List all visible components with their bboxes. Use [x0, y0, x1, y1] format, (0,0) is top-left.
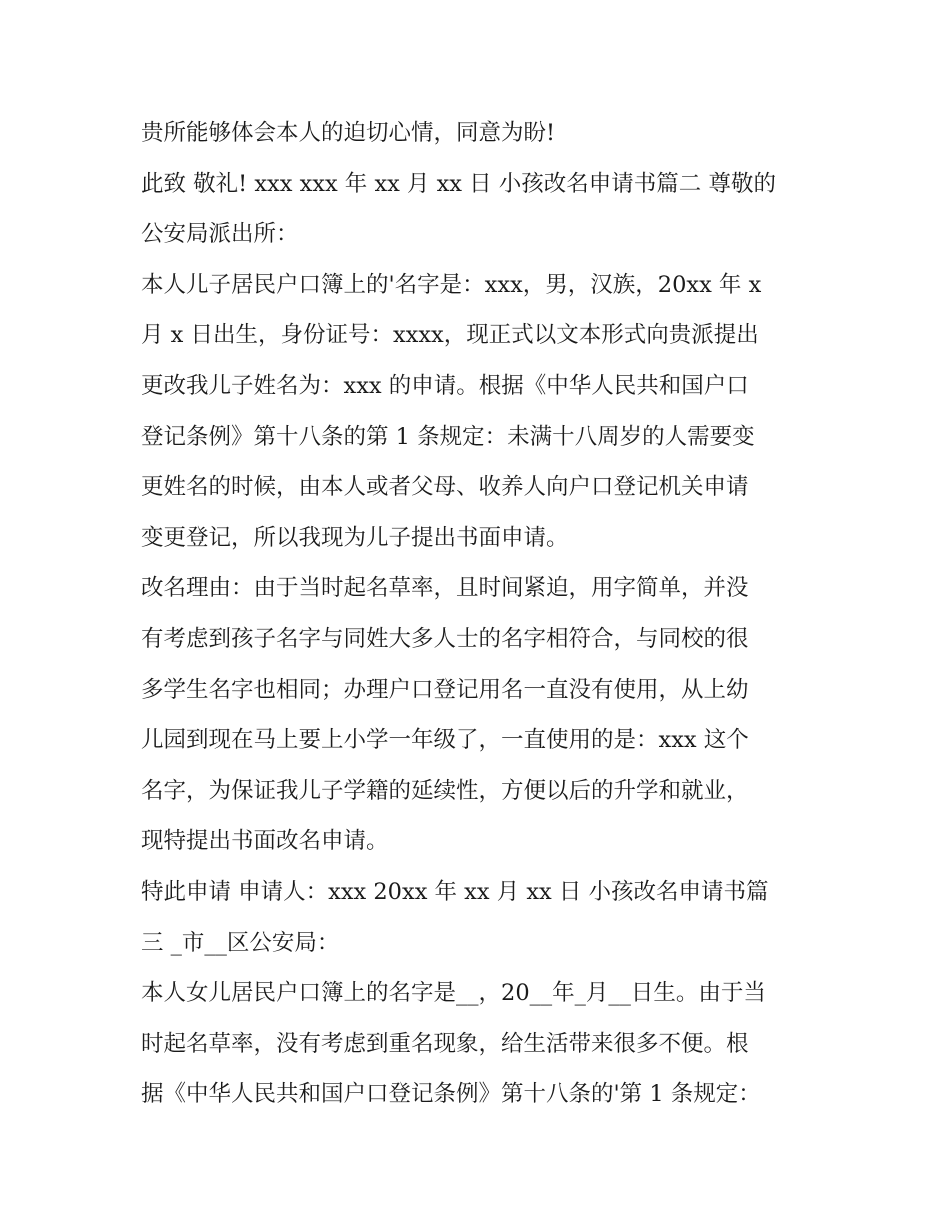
- text-line: 更姓名的时候，由本人或者父母、收养人向户口登记机关申请: [141, 474, 749, 501]
- text-line: 月 x 日出生，身份证号：xxxx，现正式以文本形式向贵派提出: [141, 322, 759, 349]
- text-line: 据《中华人民共和国户口登记条例》第十八条的'第 1 条规定：: [141, 1081, 761, 1108]
- text-line: 特此申请 申请人：xxx 20xx 年 xx 月 xx 日 小孩改名申请书篇: [141, 878, 769, 905]
- document-body: [141, 108, 821, 1120]
- text-line: 现特提出书面改名申请。: [141, 828, 389, 855]
- text-line: 改名理由：由于当时起名草率，且时间紧迫，用字简单，并没: [141, 575, 749, 602]
- text-line: 儿园到现在马上要上小学一年级了，一直使用的是：xxx 这个: [141, 727, 749, 754]
- text-line: 此致 敬礼! xxx xxx 年 xx 月 xx 日 小孩改名申请书篇二 尊敬的: [141, 170, 776, 197]
- text-line: 公安局派出所：: [141, 221, 299, 248]
- text-line: 更改我儿子姓名为：xxx 的申请。根据《中华人民共和国户口: [141, 372, 749, 399]
- text-line: 登记条例》第十八条的第 1 条规定：未满十八周岁的人需要变: [141, 423, 755, 450]
- text-line: 本人女儿居民户口簿上的名字是__，20__年_月__日生。由于当: [141, 980, 766, 1007]
- text-line: 有考虑到孩子名字与同姓大多人士的名字相符合，与同校的很: [141, 625, 749, 652]
- text-line: 多学生名字也相同；办理户口登记用名一直没有使用，从上幼: [141, 676, 749, 703]
- text-line: 名字，为保证我儿子学籍的延续性，方便以后的升学和就业，: [141, 777, 749, 804]
- text-line: 变更登记，所以我现为儿子提出书面申请。: [141, 524, 569, 551]
- text-line: 贵所能够体会本人的迫切心情，同意为盼!: [141, 120, 556, 146]
- text-line: 三 _市__区公安局：: [141, 929, 340, 956]
- text-line: 本人儿子居民户口簿上的'名字是：xxx，男，汉族，20xx 年 x: [141, 271, 762, 298]
- text-line: 时起名草率，没有考虑到重名现象，给生活带来很多不便。根: [141, 1030, 749, 1057]
